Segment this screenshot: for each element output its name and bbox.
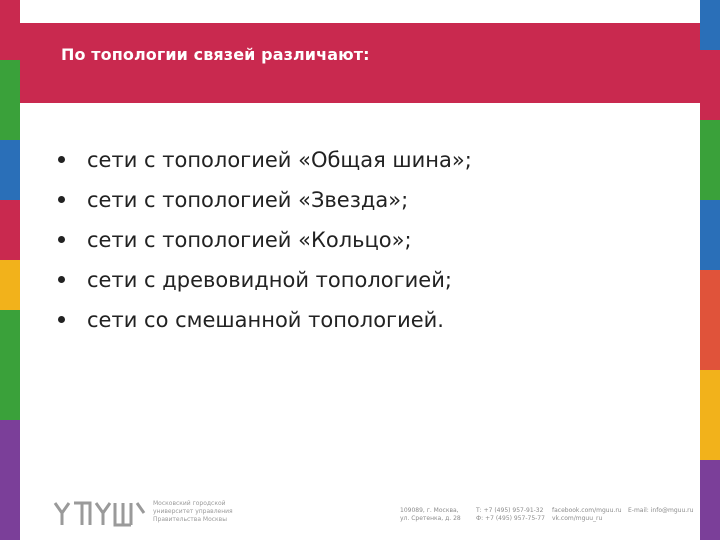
footer-social [552,507,622,523]
bullet-dot [58,276,65,283]
bullet-text: сети с топологией «Звезда»; [87,188,409,212]
bullet-dot [58,316,65,323]
vk-link: vk.com/mguu_ru [552,515,603,522]
bullet-list [52,140,472,340]
stripe-segment [0,310,20,420]
logo-text-line: Московский городской [153,500,226,507]
logo-text [153,500,263,524]
slide-title: По топологии связей различают: [61,45,370,64]
bullet-text: сети со смешанной топологией. [87,308,444,332]
bullet-text: сети с топологией «Общая шина»; [87,148,472,172]
phone-line: Т: +7 (495) 957-91-32 [476,507,544,514]
slide [20,0,700,540]
university-logo-icon [52,501,147,527]
right-color-stripe [700,0,720,540]
logo-text-line: университет управления [153,508,233,515]
stripe-segment [700,0,720,50]
stripe-segment [0,140,20,200]
footer [52,497,700,531]
stripe-segment [0,0,20,60]
address-line: 109089, г. Москва, [400,507,459,514]
facebook-link: facebook.com/mguu.ru [552,507,622,514]
bullet-text: сети с древовидной топологией; [87,268,452,292]
bullet-dot [58,236,65,243]
left-color-stripe [0,0,20,540]
stripe-segment [700,460,720,540]
stripe-segment [0,420,20,540]
stripe-segment [700,370,720,460]
stripe-segment [0,260,20,310]
fax-line: Ф: +7 (495) 957-75-77 [476,515,545,522]
list-item [52,220,472,260]
footer-address [400,507,461,523]
logo-text-line: Правительства Москвы [153,516,227,523]
stripe-segment [700,270,720,370]
stripe-segment [0,200,20,260]
footer-phones [476,507,545,523]
footer-email [628,507,693,515]
stripe-segment [700,200,720,270]
list-item [52,140,472,180]
list-item [52,300,472,340]
bullet-dot [58,156,65,163]
stripe-segment [0,60,20,140]
bullet-text: сети с топологией «Кольцо»; [87,228,412,252]
stripe-segment [700,50,720,120]
email-text: E-mail: info@mguu.ru [628,507,694,514]
list-item [52,260,472,300]
stripe-segment [700,120,720,200]
bullet-dot [58,196,65,203]
list-item [52,180,472,220]
address-line: ул. Сретенка, д. 28 [400,515,461,522]
